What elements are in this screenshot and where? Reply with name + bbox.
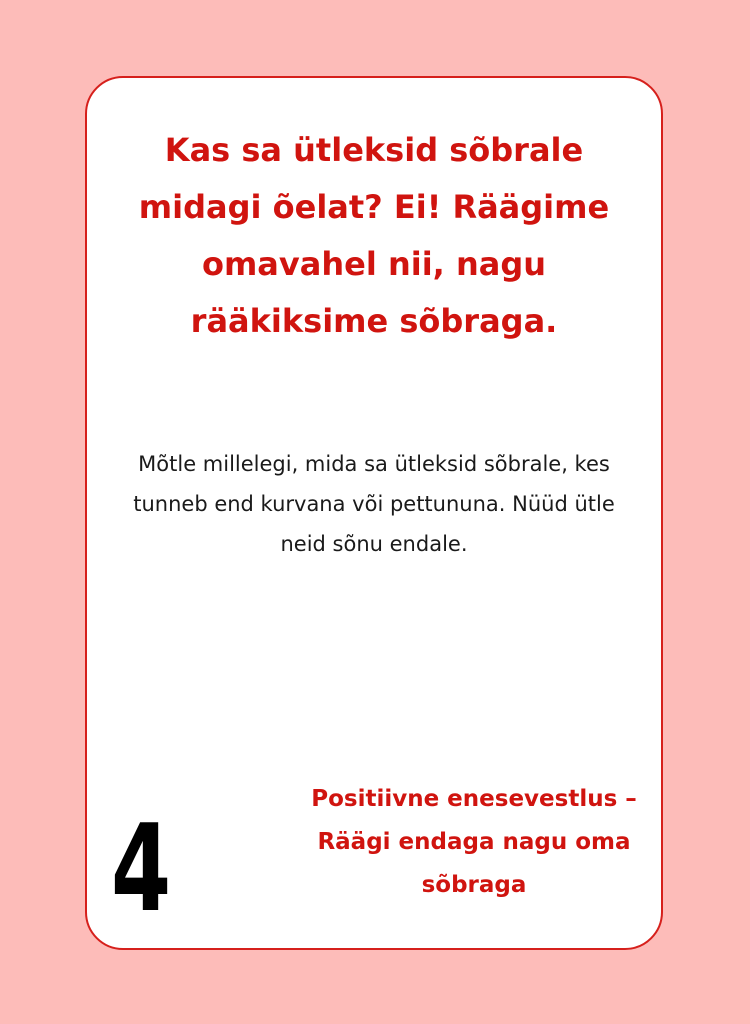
card-body-text: Mõtle millelegi, mida sa ütleksid sõbrale, kes tunneb end kurvana või pettununa. Nüüd ütle neid sõnu endale. [133, 452, 615, 556]
card-number: 4 [111, 800, 172, 939]
card-headline: Kas sa ütleksid sõbrale midagi õelat? Ei! Räägime omavahel nii, nagu rääkiksime sõbraga. [138, 131, 610, 340]
prompt-card [85, 76, 663, 950]
card-footer-title: Positiivne enesevestlus – Räägi endaga nagu oma sõbraga [311, 786, 637, 898]
